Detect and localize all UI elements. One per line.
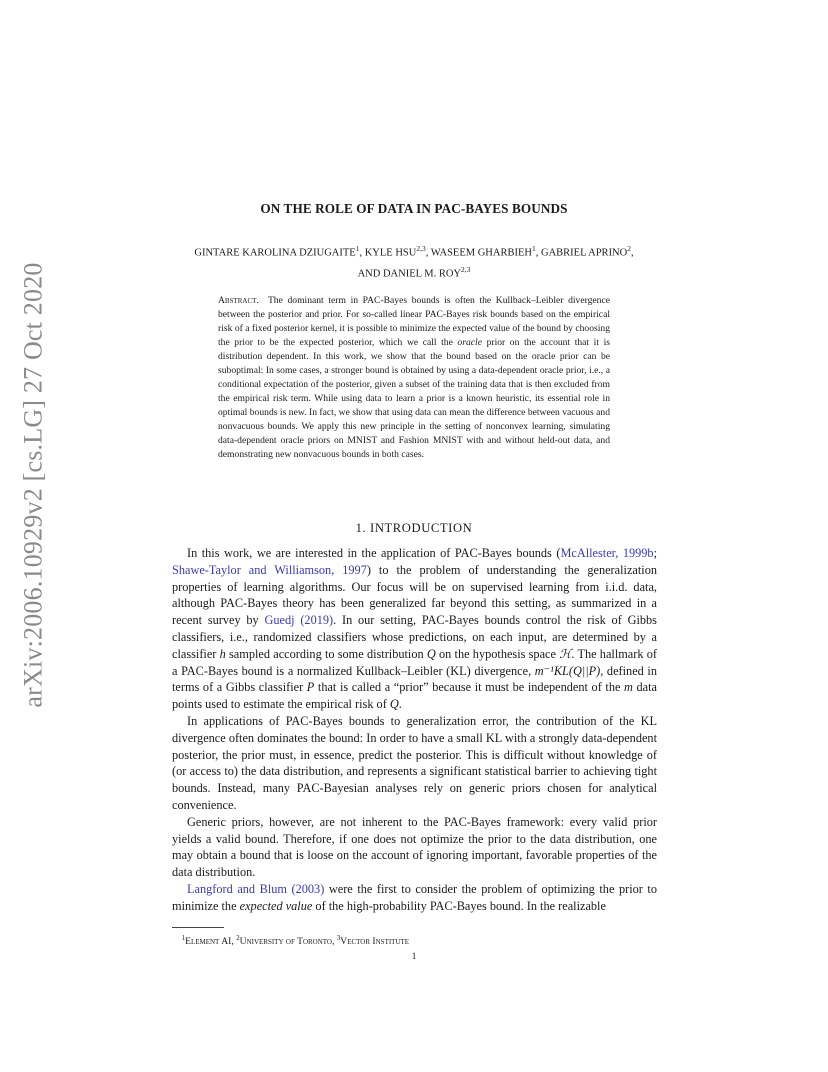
page-number: 1 (411, 951, 417, 962)
math-variable: Q (426, 646, 436, 661)
author-affiliation: 1 (355, 244, 360, 253)
abstract-text: The dominant term in PAC-Bayes bounds is often the Kullback–Leibler divergence between the posterior and prior. For so-called linear PAC-Bayes risk bounds based on the empirical risk of a fixed posterior kernel, it is possible to minimize the expected value of the bound by choosing the prior to be the expected posterior, which we call the (218, 295, 610, 348)
abstract-emphasis: oracle (457, 337, 482, 348)
paragraph-3: Generic priors, however, are not inherent to the PAC-Bayes framework: every valid prior yields a valid bound. Therefore, if one does not optimize the prior to the data distribution, one may obtain a bound that is loose on the account of ignoring important, favorable properties of the data distribution. (172, 814, 657, 880)
paper-title: ON THE ROLE OF DATA IN PAC-BAYES BOUNDS (260, 201, 568, 216)
author-name: KYLE HSU (364, 247, 417, 259)
citation-link[interactable]: Shawe-Taylor and Williamson, 1997 (172, 562, 367, 577)
author-name: GINTARE KAROLINA DZIUGAITE (194, 247, 356, 259)
math-expression: m⁻¹KL(Q||P) (534, 663, 601, 678)
author-name: WASEEM GHARBIEH (430, 247, 532, 259)
author-affiliation: 2,3 (416, 244, 426, 253)
citation-link[interactable]: McAllester, 1999b (560, 546, 654, 560)
footnote-rule (172, 927, 224, 928)
abstract (218, 294, 610, 462)
emphasis: expected value (239, 898, 313, 913)
author-affiliation: 2 (627, 244, 631, 253)
paragraph-1: In this work, we are interested in the application of PAC-Bayes bounds (McAllester, 1999b; Shawe-Taylor and Williamson, 1997) to the problem of understanding the generalization properties of learning algorithms. Our focus will be on supervised learning from i.i.d. data, although PAC-Bayes theory has been generalized far beyond this setting, as summarized in a recent survey by Guedj (2019). In our setting, PAC-Bayes bounds control the risk of Gibbs classifiers, i.e., randomized classifiers whose predictions, on each input, are determined by a classifier h sampled according to some distribution Q on the hypothesis space ℋ. The hallmark of a PAC-Bayes bound is a normalized Kullback–Leibler (KL) divergence, m⁻¹KL(Q||P), defined in terms of a Gibbs classifier P that is called a “prior” because it must be independent of the m data points used to estimate the empirical risk of Q. (172, 546, 658, 712)
citation-link[interactable]: Guedj (2019) (264, 613, 334, 628)
paragraph-2: In applications of PAC-Bayes bounds to generalization error, the contribution of the KL divergence often dominates the bound: In order to have a small KL with a strongly data-dependent posterior, the prior must, in essence, predict the posterior. This is difficult without knowledge of (or access to) the data distribution, and represents a significant statistical barrier to achieving tight bounds. Instead, many PAC-Bayesian analyses rely on generic priors chosen for analytical convenience. (172, 713, 657, 812)
affiliation: University of Toronto, (239, 936, 337, 948)
affiliation: Element AI, (185, 936, 237, 948)
arxiv-side-stamp (6, 262, 62, 708)
arxiv-identifier: arXiv:2006.10929v2 [cs.LG] 27 Oct 2020 (19, 262, 49, 708)
math-variable: P (306, 680, 315, 695)
footnote: $^1$Element AI, $^2$University of Toronto, $^3$Vector Institute (181, 934, 410, 948)
affiliation: Vector Institute (340, 936, 410, 948)
body-text (172, 545, 657, 915)
author-name: GABRIEL APRINO (540, 247, 628, 259)
math-variable: ℋ (559, 646, 572, 661)
author-name: DANIEL M. ROY (382, 268, 462, 279)
section-heading: 1. INTRODUCTION (355, 521, 473, 535)
math-variable: m (624, 680, 633, 695)
abstract-label: Abstract. (218, 295, 259, 306)
paragraph-4: Langford and Blum (2003) were the first to consider the problem of optimizing the prior to minimize the expected value of the high-probability PAC-Bayes bound. In the realizable (172, 881, 657, 913)
author-affiliation: 1 (531, 244, 536, 253)
math-variable: h (219, 646, 226, 661)
author-affiliation: 2,3 (461, 264, 471, 274)
abstract-text: prior on the account that it is distribution dependent. In this work, we show that the bound based on the oracle prior can be suboptimal: In some cases, a stronger bound is obtained by using a data-dependent oracle prior, i.e., a conditional expectation of the posterior, given a subset of the training data that is then excluded from the empirical risk term. While using data to learn a prior is a known heuristic, its essential role in optimal bounds is new. In fact, we show that using data can mean the difference between vacuous and nonvacuous bounds. We apply this new principle in the setting of nonconvex learning, simulating data-dependent oracle priors on MNIST and Fashion MNIST with and without held-out data, and demonstrating new nonvacuous bounds in both cases. (218, 337, 610, 460)
citation-link[interactable]: Langford and Blum (2003) (187, 881, 325, 896)
author-list: GINTARE KAROLINA DZIUGAITE$^1$, KYLE HSU$^{2,3}$, WASEEM GHARBIEH$^1$, GABRIEL APRINO$^2$, AND DANIEL M. ROY$^{2,3}$ (194, 244, 634, 279)
math-variable: Q (389, 697, 399, 712)
